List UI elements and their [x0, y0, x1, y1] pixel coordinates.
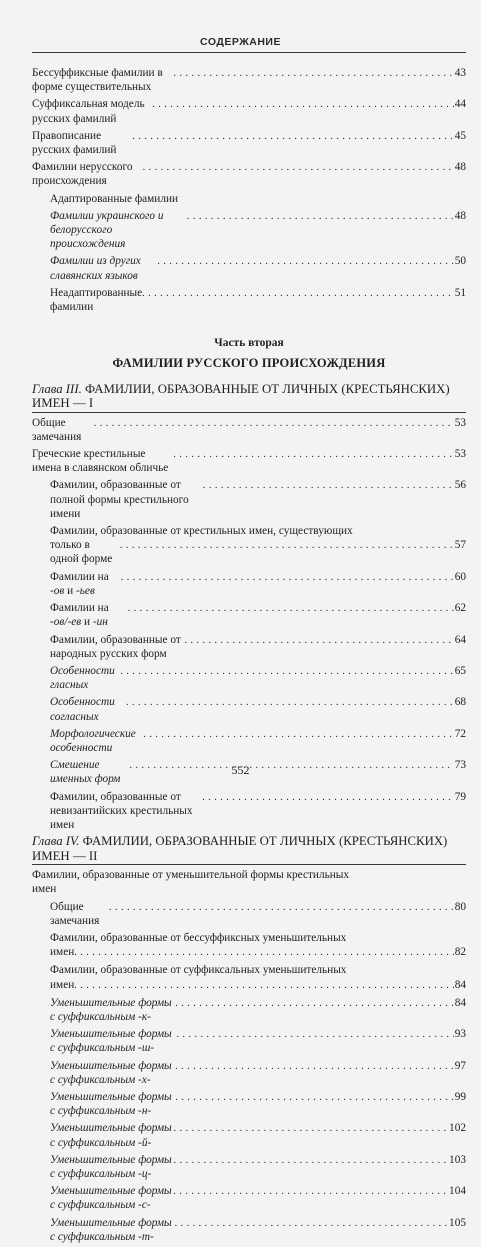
toc-entry-page: 51	[454, 286, 466, 299]
toc-entry-page: 56	[454, 479, 466, 492]
toc-entry-title: Бессуффиксные фамилии в форме существительных	[32, 67, 163, 94]
toc-entry-page: 45	[454, 129, 466, 142]
toc-entry	[32, 286, 466, 314]
toc-entry	[32, 447, 466, 475]
toc-entry-page: 68	[454, 696, 466, 709]
toc-entry-title: Неадаптированные фамилии	[50, 286, 143, 314]
suffix: -ин	[92, 616, 108, 629]
toc-entry	[32, 1184, 466, 1212]
toc-entry-page: 103	[449, 1153, 466, 1166]
toc-entry-title-line: Фамилии, образованные от уменьшительной формы крестильных	[32, 869, 350, 882]
chapter-title: ФАМИЛИИ, ОБРАЗОВАННЫЕ ОТ ЛИЧНЫХ (КРЕСТЬЯНСКИХ) ИМЕН — II	[32, 834, 448, 863]
toc-entry	[32, 254, 466, 282]
toc-entry	[32, 1216, 466, 1244]
toc-entry	[32, 633, 466, 661]
toc-entry-page: 64	[454, 633, 466, 646]
toc-entry	[32, 66, 466, 94]
toc-entry	[32, 570, 466, 598]
toc-entry	[32, 129, 466, 157]
toc-entry-title-line: имен	[32, 883, 57, 896]
table-of-contents	[32, 66, 466, 1247]
toc-entry-title: Фамилии нерусского происхождения	[32, 161, 133, 188]
part-label: Часть вторая	[214, 337, 284, 350]
toc-entry	[32, 963, 466, 992]
toc-entry-title-conj: и	[81, 616, 93, 629]
toc-entry-page: 79	[454, 790, 466, 803]
toc-entry-title: Фамилии на	[50, 570, 109, 583]
toc-entry	[32, 695, 466, 723]
toc-entry-page: 82	[454, 946, 466, 959]
toc-entry-title: Уменьшительные формы с суффиксальным -с-	[50, 1185, 172, 1212]
toc-entry-title: Уменьшительные формы с суффиксальным -й-	[50, 1122, 172, 1149]
toc-entry-title-line: Фамилии, образованные от суффиксальных уменьшительных	[50, 964, 347, 977]
toc-entry-title: Греческие крестильные имена в славянском обличье	[32, 448, 169, 475]
suffix: -ов/-ев	[50, 616, 82, 629]
toc-entry-page: 48	[454, 161, 466, 174]
toc-entry	[32, 416, 466, 444]
toc-entry-title: Уменьшительные формы с суффиксальным -ш-	[50, 1028, 172, 1055]
toc-entry-page: 53	[454, 416, 466, 429]
chapter-heading	[32, 382, 466, 413]
toc-entry-page: 60	[454, 570, 466, 583]
toc-entry	[32, 1153, 466, 1181]
toc-entry	[32, 1121, 466, 1149]
toc-entry-page: 73	[454, 759, 466, 772]
toc-entry	[32, 790, 466, 833]
toc-entry-title: Уменьшительные формы с суффиксальным -н-	[50, 1090, 172, 1118]
toc-entry-title: Фамилии из других славянских языков	[50, 255, 141, 282]
toc-entry-page: 93	[454, 1028, 466, 1041]
toc-entry-page: 72	[454, 727, 466, 740]
toc-entry	[32, 601, 466, 629]
toc-entry-title: Фамилии, образованные от невизантийских крестильных имен	[50, 790, 193, 831]
toc-entry-title: Фамилии на	[50, 602, 109, 615]
running-header: СОДЕРЖАНИЕ	[200, 36, 281, 48]
page-number: 552	[231, 763, 250, 777]
toc-entry-title: Общие замечания	[50, 900, 100, 927]
toc-entry-page: 53	[454, 448, 466, 461]
toc-entry	[32, 727, 466, 755]
toc-subheading	[32, 192, 466, 206]
toc-entry-page: 84	[454, 978, 466, 991]
toc-entry-page: 65	[454, 664, 466, 677]
toc-entry	[32, 524, 466, 567]
toc-entry	[32, 209, 466, 252]
header-rule	[32, 52, 466, 53]
toc-entry-page: 105	[449, 1216, 466, 1229]
toc-entry-title: Адаптированные фамилии	[50, 192, 179, 205]
toc-entry-title: Морфологические особенности	[50, 727, 136, 754]
toc-entry-title: Фамилии, образованные от полной формы крестильного имени	[50, 479, 189, 520]
toc-entry	[32, 900, 466, 928]
suffix: -ьев	[76, 584, 95, 597]
toc-entry-page: 44	[454, 98, 466, 111]
suffix: -ов	[50, 584, 65, 597]
toc-entry	[32, 1027, 466, 1055]
toc-entry-title: Фамилии, образованные от народных русских форм	[50, 633, 181, 660]
toc-entry-title: Общие замечания	[32, 416, 82, 443]
toc-entry-page: 62	[454, 602, 466, 615]
toc-entry-title: Уменьшительные формы с суффиксальным -т-	[50, 1216, 172, 1243]
toc-entry-title: Уменьшительные формы с суффиксальным -х-	[50, 1059, 172, 1086]
toc-entry-title: Уменьшительные формы с суффиксальным -ц-	[50, 1153, 172, 1180]
toc-entry	[32, 996, 466, 1024]
chapter-heading	[32, 834, 466, 865]
toc-entry	[32, 97, 466, 125]
toc-entry-page: 57	[454, 539, 466, 552]
toc-entry-title: имен	[50, 946, 75, 959]
toc-entry-page: 80	[454, 900, 466, 913]
toc-entry	[32, 478, 466, 521]
toc-entry-title: только в одной форме	[50, 539, 113, 566]
toc-entry-page: 102	[449, 1122, 466, 1135]
toc-entry-page: 43	[454, 67, 466, 79]
toc-entry-page: 84	[454, 996, 466, 1009]
toc-entry-page: 50	[454, 255, 466, 268]
toc-entry-title-line: Фамилии, образованные от крестильных имен, существующих	[50, 525, 353, 538]
toc-entry-title: Смешение именных форм	[50, 759, 121, 786]
part-title: ФАМИЛИИ РУССКОГО ПРОИСХОЖДЕНИЯ	[112, 356, 386, 371]
chapter-label: Глава III.	[32, 381, 82, 396]
toc-entry-page: 99	[454, 1090, 466, 1103]
toc-entry	[32, 1090, 466, 1118]
toc-entry-title: имен	[50, 978, 75, 991]
toc-entry-title: Особенности гласных	[50, 664, 115, 692]
toc-entry	[32, 868, 466, 896]
toc-entry-title-line: Фамилии, образованные от бессуффиксных уменьшительных	[50, 931, 347, 944]
chapter-title: ФАМИЛИИ, ОБРАЗОВАННЫЕ ОТ ЛИЧНЫХ (КРЕСТЬЯНСКИХ) ИМЕН — I	[32, 381, 450, 411]
toc-entry	[32, 931, 466, 960]
toc-entry-page: 48	[454, 209, 466, 222]
toc-entry-title: Особенности согласных	[50, 696, 115, 723]
toc-entry-page: 97	[454, 1059, 466, 1072]
toc-entry-title-conj: и	[64, 584, 77, 597]
toc-entry	[32, 1059, 466, 1087]
toc-entry-page: 104	[449, 1185, 466, 1198]
toc-entry-title: Правописание русских фамилий	[32, 129, 117, 157]
toc-entry	[32, 160, 466, 188]
toc-entry-title: Фамилии украинского и белорусского происхождения	[50, 209, 164, 251]
toc-entry-title: Суффиксальная модель русских фамилий	[32, 98, 145, 125]
toc-entry	[32, 664, 466, 692]
toc-entry-title: Уменьшительные формы с суффиксальным -к-	[50, 996, 172, 1023]
chapter-label: Глава IV.	[32, 834, 80, 849]
